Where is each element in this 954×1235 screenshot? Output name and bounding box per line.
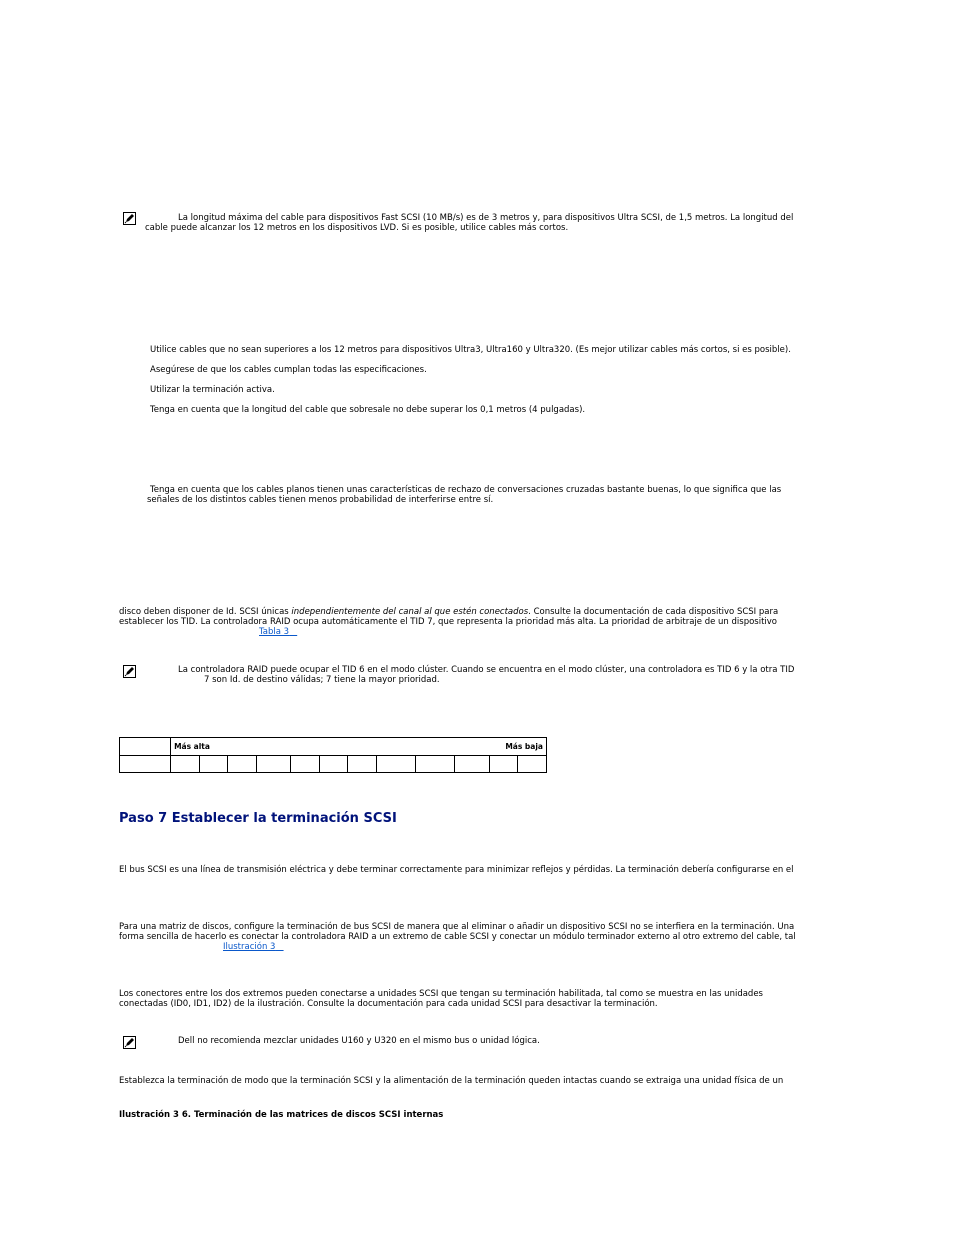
table-3-link-tail[interactable] xyxy=(289,627,297,637)
table-cell xyxy=(455,755,489,773)
note-text: La longitud máxima del cable para dispositivos Fast SCSI (10 MB/s) es de 3 metros y, para dispositivos Ultra SCSI, de 1,5 metros. La longitud del xyxy=(178,213,794,223)
note-text: 7 son Id. de destino válidas; 7 tiene la mayor prioridad. xyxy=(204,675,440,685)
table-cell xyxy=(228,755,257,773)
cable-tip: Asegúrese de que los cables cumplan todas las especificaciones. xyxy=(150,365,427,375)
flat-cable-text: señales de los distintos cables tienen menos probabilidad de interferirse entre sí. xyxy=(147,495,494,505)
cable-tip: Tenga en cuenta que la longitud del cable que sobresale no debe superar los 0,1 metros (4 pulgadas). xyxy=(150,405,586,415)
highest-priority-label: Más alta xyxy=(174,741,210,751)
paragraph-line: Establezca la terminación de modo que la terminación SCSI y la alimentación de la terminación queden intactas cuando se extraiga una unidad física de un xyxy=(119,1076,784,1086)
paragraph-line: conectadas (ID0, ID1, ID2) de la ilustración. Consulte la documentación para cada unidad SCSI para desactivar la terminación. xyxy=(119,999,658,1009)
flat-cable-text: Tenga en cuenta que los cables planos tienen unas características de rechazo de conversaciones cruzadas bastante buenas, lo que significa que las xyxy=(150,485,782,495)
priority-header-cell xyxy=(171,738,547,756)
section-heading: Paso 7 Establecer la terminación SCSI xyxy=(119,811,397,826)
illustration-link-line xyxy=(223,942,284,952)
table-row xyxy=(120,738,547,756)
figure-caption: Ilustración 3 6. Terminación de las matrices de discos SCSI internas xyxy=(119,1110,444,1120)
tid-text: disco deben disponer de Id. SCSI únicas xyxy=(119,607,292,617)
note-pencil-icon xyxy=(123,1036,136,1049)
table-cell xyxy=(199,755,228,773)
table-cell xyxy=(376,755,415,773)
note-text: cable puede alcanzar los 12 metros en los dispositivos LVD. Si es posible, utilice cables más cortos. xyxy=(145,223,569,233)
table-cell xyxy=(120,755,171,773)
table-cell xyxy=(256,755,290,773)
table-cell xyxy=(171,755,200,773)
paragraph-line: Para una matriz de discos, configure la terminación de bus SCSI de manera que al eliminar o añadir un dispositivo SCSI no se interfiera en la terminación. Una xyxy=(119,922,795,932)
priority-table xyxy=(119,737,547,773)
tid-text: . Consulte la documentación de cada dispositivo SCSI para xyxy=(528,607,779,617)
table-cell xyxy=(518,755,547,773)
table-cell xyxy=(416,755,455,773)
illustration-3-link[interactable]: Ilustración 3 xyxy=(223,942,276,952)
table-3-link[interactable]: Tabla 3 xyxy=(259,627,290,637)
tid-paragraph-line: establecer los TID. La controladora RAID ocupa automáticamente el TID 7, que representa la prioridad más alta. La prioridad de arbitraje de un dispositivo xyxy=(119,617,778,627)
note-text: La controladora RAID puede ocupar el TID 6 en el modo clúster. Cuando se encuentra en el modo clúster, una controladora es TID 6 y la otra TID xyxy=(178,665,795,675)
table-cell xyxy=(348,755,377,773)
illustration-3-link-tail[interactable] xyxy=(275,942,283,952)
lowest-priority-label: Más baja xyxy=(505,741,543,751)
cable-tip: Utilice cables que no sean superiores a los 12 metros para dispositivos Ultra3, Ultra160 y Ultra320. (Es mejor utilizar cables más cortos, si es posible). xyxy=(150,345,791,355)
table-cell xyxy=(120,738,171,756)
table-3-link-line xyxy=(259,627,297,637)
table-cell xyxy=(489,755,518,773)
table-cell xyxy=(291,755,320,773)
note-pencil-icon xyxy=(123,665,136,678)
note-pencil-icon xyxy=(123,212,136,225)
paragraph-line: El bus SCSI es una línea de transmisión eléctrica y debe terminar correctamente para minimizar reflejos y pérdidas. La terminación debería configurarse en el xyxy=(119,865,794,875)
paragraph-line: Los conectores entre los dos extremos pueden conectarse a unidades SCSI que tengan su terminación habilitada, tal como se muestra en las unidades xyxy=(119,989,763,999)
table-row xyxy=(120,755,547,773)
note-text: Dell no recomienda mezclar unidades U160 y U320 en el mismo bus o unidad lógica. xyxy=(178,1036,540,1046)
cable-tip: Utilizar la terminación activa. xyxy=(150,385,275,395)
tid-paragraph-line xyxy=(119,607,778,617)
paragraph-line: forma sencilla de hacerlo es conectar la controladora RAID a un extremo de cable SCSI y conectar un módulo terminador externo al otro extremo del cable, tal xyxy=(119,932,796,942)
tid-italic-text: independientemente del canal al que estén conectados xyxy=(291,607,529,617)
table-cell xyxy=(319,755,348,773)
